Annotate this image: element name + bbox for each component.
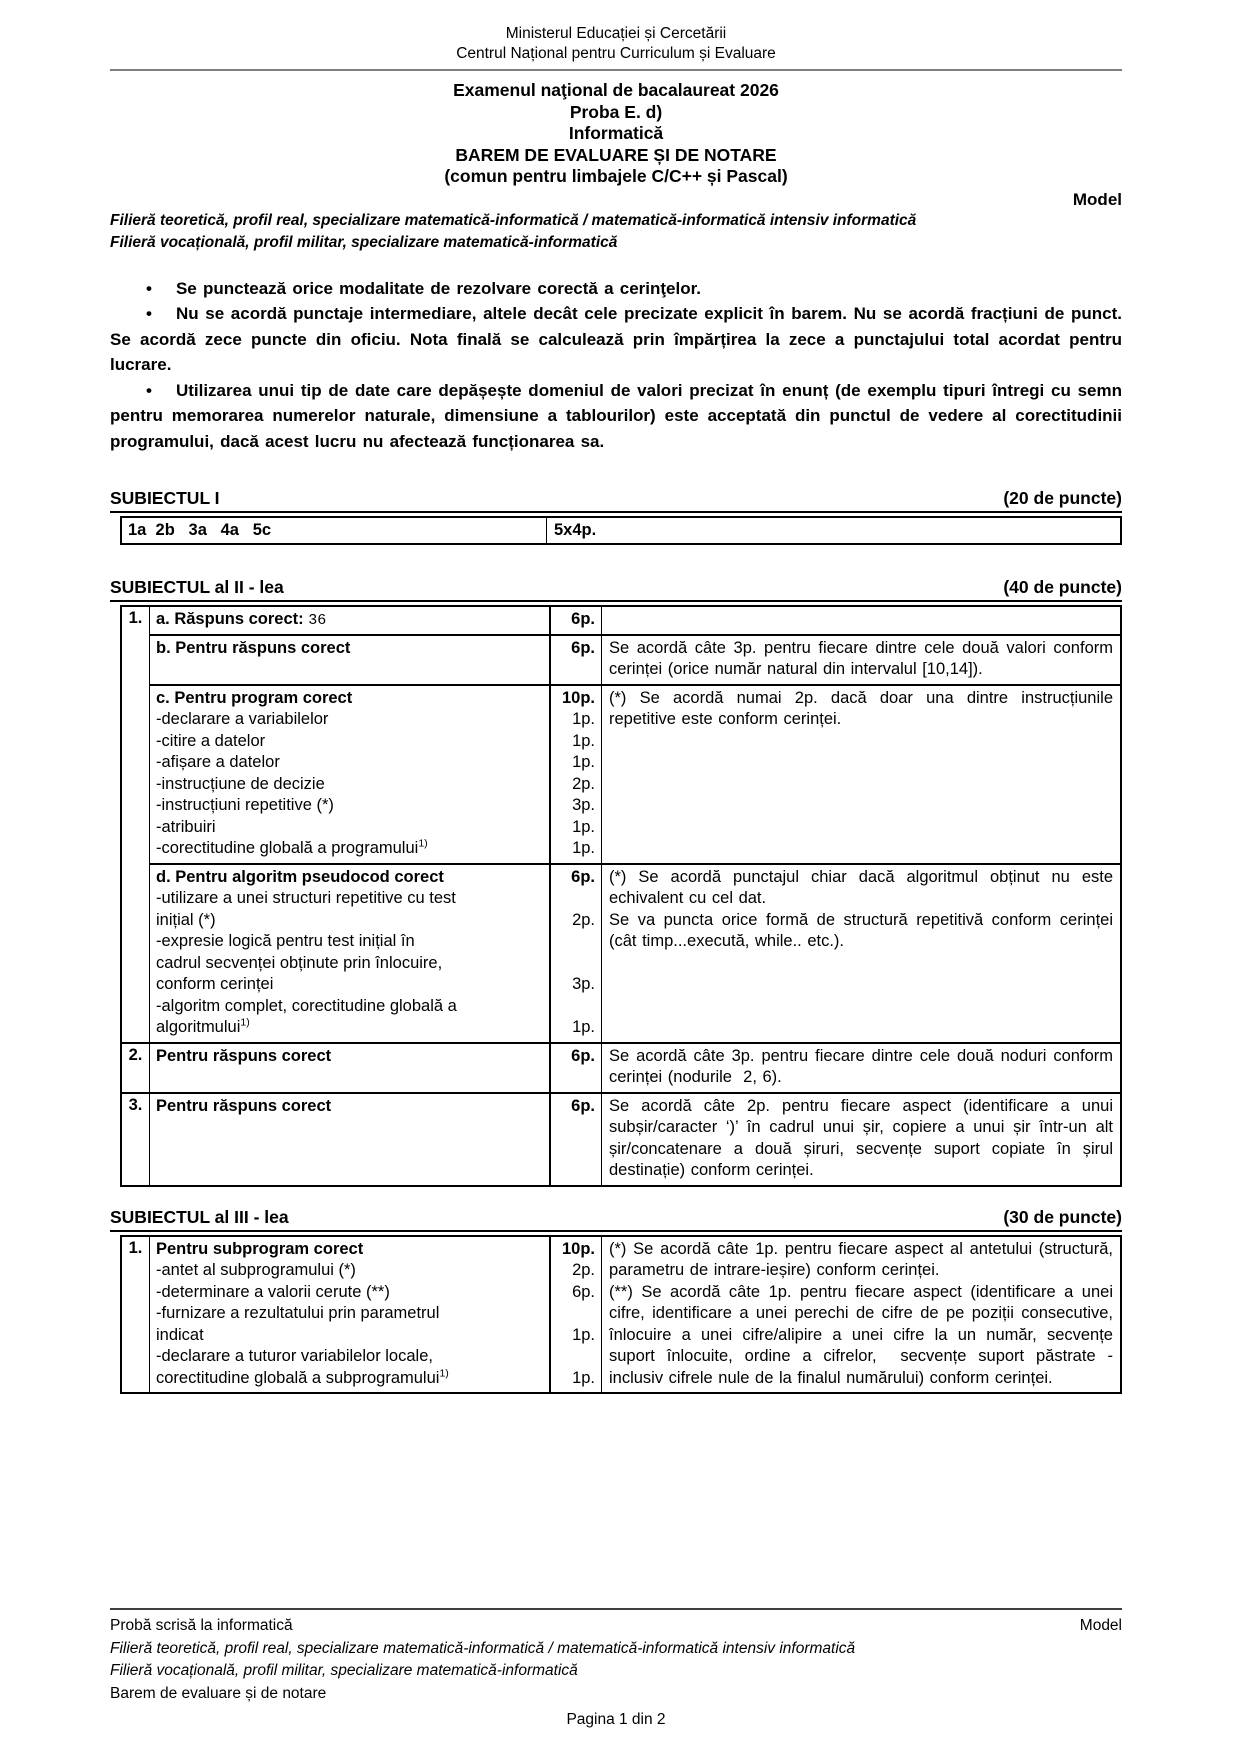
bullet-text: Utilizarea unui tip de date care depășește domeniul de valori precizat în enunț (de exemplu tipuri întregi cu semn pentru memorarea numerelor naturale, dimensiune a tablourilor) este acceptată din punctul de vedere al corectitudinii programului, dacă acest lucru nu afectează funcționarea sa. (110, 380, 1122, 451)
note-paragraph: (*) Se acordă numai 2p. dacă doar una dintre instrucțiunile repetitive este conform cerinței. (609, 688, 1113, 728)
center-name: Centrul Național pentru Curriculum și Evaluare (456, 45, 776, 62)
criterion-and-points (150, 1044, 601, 1092)
notes-cell (601, 636, 1120, 684)
points-value: 1p. (572, 839, 595, 857)
subject-label: Informatică (568, 123, 664, 143)
criterion-line (150, 953, 601, 975)
note-paragraph: Se acordă câte 2p. pentru fiecare aspect (identificare a unui subșir/caracter ‘)’ în cadrul unui șir, copiere a unui șir într-un alt șir/concatenare a două șiruri, secvențe suport copiate în șirul destinație) conform cerinței. (609, 1096, 1113, 1179)
criterion-text: -declarare a tuturor variabilelor locale, (156, 1347, 433, 1365)
criterion-line (150, 1046, 601, 1068)
criterion-row (150, 1044, 1120, 1092)
criterion-text: -algoritm complet, corectitudine globală a (156, 996, 457, 1015)
criterion-and-points (150, 865, 601, 1042)
table-row (122, 1237, 1120, 1393)
note-paragraph: Se va puncta orice formă de structură repetitivă conform cerinței (cât timp...execută, while.. etc.). (609, 910, 1113, 950)
criterion-line (150, 1017, 601, 1039)
criterion-text: indicat (156, 1325, 204, 1344)
criterion-line (150, 609, 601, 631)
points-value: 1p. (572, 753, 595, 771)
criterion-line (150, 867, 601, 889)
points-value (549, 1303, 601, 1325)
section-title: SUBIECTUL al III - lea (110, 1206, 289, 1227)
criterion-line (150, 910, 601, 932)
exam-title: Examenul naţional de bacalaureat 2026 (453, 80, 779, 100)
section-points: (40 de puncte) (1003, 577, 1122, 597)
ministry-name: Ministerul Educației și Cercetării (505, 25, 727, 42)
criterion-text: Pentru răspuns corect (156, 1096, 332, 1115)
criterion-line (150, 638, 601, 660)
bullet-text: Nu se acordă punctaje intermediare, altele decât cele precizate explicit în barem. Nu se acordă fracțiuni de punct. Se acordă zece puncte din oficiu. Nota finală se calculează prin împărțirea la zece a punctajului total acordat pentru lucrare. (110, 304, 1122, 374)
row-criteria (150, 1044, 1120, 1092)
filiera-line-1: Filieră teoretică, profil real, specializare matematică-informatică / matematică-informatică intensiv informatică (110, 211, 917, 229)
footer-left: Probă scrisă la informatică (110, 1617, 293, 1634)
row-criteria (150, 1094, 1120, 1185)
criterion-line (150, 1260, 601, 1282)
section-heading-subject1 (110, 488, 1122, 513)
row-criteria (150, 1237, 1120, 1393)
criterion-line (150, 752, 601, 774)
page-number: Pagina 1 din 2 (566, 1711, 666, 1728)
section-points: (20 de puncte) (1003, 488, 1122, 508)
criterion-text: a. Răspuns corect: 36 (156, 610, 327, 629)
criterion-line (150, 774, 601, 796)
criterion-line (150, 888, 601, 910)
criterion-text: -declarare a variabilelor (156, 710, 329, 728)
note-paragraph: (*) Se acordă punctajul chiar dacă algoritmul obținut nu este echivalent cu cel dat. (609, 867, 1113, 907)
document-title-block (110, 80, 1122, 188)
criterion-and-points (150, 636, 601, 684)
points-value: 6p. (571, 610, 595, 628)
page-footer (110, 1608, 1122, 1732)
criterion-text: -atribuiri (156, 817, 216, 836)
note-paragraph: Se acordă câte 3p. pentru fiecare dintre cele două valori conform cerinței (orice număr natural din intervalul [10,14]). (609, 638, 1113, 678)
criterion-line (150, 1346, 601, 1368)
criterion-text: -instrucțiuni repetitive (*) (156, 796, 334, 814)
instructions-list (110, 276, 1122, 455)
criterion-row (150, 1094, 1120, 1185)
row-number: 1. (122, 607, 150, 1042)
criterion-line (150, 1096, 601, 1118)
language-note: (comun pentru limbajele C/C++ și Pascal) (444, 166, 788, 186)
criterion-text: c. Pentru program corect (156, 688, 353, 707)
criterion-and-points (150, 607, 601, 634)
subject2-rubric-table (120, 605, 1122, 1187)
criterion-text: -utilizare a unei structuri repetitive cu test (156, 889, 456, 907)
code-value: 36 (308, 612, 327, 629)
criterion-row (150, 684, 1120, 863)
criterion-text: d. Pentru algoritm pseudocod corect (156, 867, 444, 886)
criterion-line (150, 1325, 601, 1347)
section-heading-subject3 (110, 1207, 1122, 1232)
table-row (122, 1092, 1120, 1185)
row-criteria (150, 607, 1120, 1042)
note-paragraph: (**) Se acordă câte 1p. pentru fiecare aspect (identificare a unei cifre, identificare a unei perechi de cifre de pe poziții consecutive, înlocuire a unei cifre/alipire a unei cifre la un număr, secvențe suport înlocuite, ordine a cifrelor, secvențe suport păstrate - inclusiv cifrele nule de la finalul numărului) conform cerinței. (609, 1282, 1113, 1387)
points-value: 6p. (571, 1096, 595, 1115)
bullet-item (110, 276, 1122, 302)
notes-cell (601, 686, 1120, 863)
points-value: 1p. (572, 731, 595, 750)
criterion-text: cadrul secvenței obținute prin înlocuire, (156, 953, 443, 972)
criterion-line (150, 1239, 601, 1261)
points-value: 2p. (572, 1261, 595, 1279)
bullet-item (110, 301, 1122, 378)
points-value (549, 1346, 601, 1368)
points-value: 2p. (572, 910, 595, 929)
bullet-icon: • (146, 304, 152, 323)
section-heading-subject2 (110, 577, 1122, 602)
criterion-line (150, 688, 601, 710)
row-number: 3. (122, 1094, 150, 1185)
points-value: 2p. (572, 774, 595, 793)
section-points: (30 de puncte) (1003, 1206, 1122, 1227)
points-value: 1p. (572, 1325, 595, 1344)
criterion-text: -corectitudine globală a programului$^{1)}$ (156, 837, 428, 857)
criterion-line (150, 838, 601, 860)
points-value: 10p. (561, 688, 595, 707)
org-header (110, 24, 1122, 64)
criterion-text: conform cerinței (156, 975, 274, 993)
criterion-text: corectitudine globală a subprogramului$^{1)}$ (156, 1367, 449, 1387)
criterion-text: algoritmului$^{1)}$ (156, 1016, 250, 1036)
points-value: 6p. (572, 1282, 595, 1301)
section-title: SUBIECTUL al II - lea (110, 577, 284, 597)
points-value: 10p. (561, 1239, 595, 1258)
notes-cell (601, 607, 1120, 634)
criterion-and-points (150, 686, 601, 863)
footer-model-label: Model (1079, 1617, 1122, 1634)
criterion-line (150, 996, 601, 1018)
criterion-line (150, 1368, 601, 1390)
row-number: 1. (122, 1237, 150, 1393)
points-value: 6p. (571, 638, 595, 657)
footnote-ref: 1) (439, 1367, 449, 1379)
points-value: 1p. (572, 1018, 595, 1036)
criterion-line (150, 974, 601, 996)
footnote-ref: 1) (240, 1016, 250, 1029)
points-value: 6p. (571, 867, 595, 886)
criterion-and-points (150, 1094, 601, 1185)
footnote-ref: 1) (418, 837, 428, 850)
note-paragraph: Se acordă câte 3p. pentru fiecare dintre cele două noduri conform cerinței (nodurile 2, 6). (609, 1046, 1113, 1086)
criterion-line (150, 817, 601, 839)
bullet-icon: • (146, 380, 152, 400)
criterion-text: -afișare a datelor (156, 753, 280, 771)
criterion-row (150, 1237, 1120, 1393)
criterion-text: -furnizare a rezultatului prin parametrul (156, 1304, 440, 1322)
bullet-item (110, 378, 1122, 455)
points-value: 1p. (572, 817, 595, 836)
criterion-text: -citire a datelor (156, 731, 266, 750)
points-value: 6p. (571, 1046, 595, 1065)
notes-cell (601, 865, 1120, 1042)
criterion-text: Pentru răspuns corect (156, 1046, 332, 1065)
criterion-line (150, 931, 601, 953)
footer-row (110, 1615, 1122, 1638)
criterion-text: Pentru subprogram corect (156, 1239, 364, 1258)
score-cell: 5x4p. (554, 521, 597, 539)
footer-filiera-1: Filieră teoretică, profil real, specializare matematică-informatică / matematică-informatică intensiv informatică (110, 1639, 856, 1657)
points-value (549, 996, 601, 1018)
criterion-row (150, 607, 1120, 634)
criterion-line (150, 731, 601, 753)
filiera-line-2: Filieră vocațională, profil militar, specializare matematică-informatică (110, 233, 618, 251)
footer-filiera-2: Filieră vocațională, profil militar, specializare matematică-informatică (110, 1662, 578, 1679)
header-divider (110, 69, 1122, 71)
row-number: 2. (122, 1044, 150, 1092)
notes-cell (601, 1044, 1120, 1092)
points-value (549, 953, 601, 975)
table-row (122, 1042, 1120, 1092)
criterion-row (150, 863, 1120, 1042)
criterion-text: -determinare a valorii cerute (**) (156, 1282, 390, 1301)
model-label: Model (1072, 189, 1122, 209)
bullet-text: Se punctează orice modalitate de rezolvare corectă a cerinţelor. (175, 278, 701, 298)
criterion-row (150, 634, 1120, 684)
barem-title: BAREM DE EVALUARE ȘI DE NOTARE (455, 144, 777, 165)
notes-cell (601, 1094, 1120, 1185)
criterion-text: -antet al subprogramului (*) (156, 1261, 356, 1279)
criterion-line (150, 1282, 601, 1304)
criterion-text: -instrucțiune de decizie (156, 774, 325, 793)
footer-barem: Barem de evaluare și de notare (110, 1684, 327, 1702)
subject1-table (120, 516, 1122, 545)
note-paragraph: (*) Se acordă câte 1p. pentru fiecare aspect al antetului (structură, parametru de intrare-ieșire) conform cerinței. (609, 1239, 1113, 1279)
points-value (549, 888, 601, 910)
points-value: 3p. (572, 796, 595, 814)
criterion-line (150, 709, 601, 731)
criterion-text: inițial (*) (156, 910, 216, 929)
notes-cell (601, 1237, 1120, 1393)
proba-label: Proba E. d) (569, 101, 663, 122)
section-title: SUBIECTUL I (110, 488, 220, 508)
criterion-line (150, 795, 601, 817)
subject3-rubric-table (120, 1235, 1122, 1395)
points-value: 1p. (572, 710, 595, 728)
criterion-text: -expresie logică pentru test inițial în (156, 932, 415, 950)
criterion-line (150, 1303, 601, 1325)
points-value (549, 931, 601, 953)
points-value: 3p. (572, 975, 595, 993)
answers-cell: 1a 2b 3a 4a 5c (122, 518, 547, 543)
bullet-icon: • (146, 278, 152, 298)
points-value: 1p. (572, 1368, 595, 1387)
criterion-text: b. Pentru răspuns corect (156, 638, 351, 657)
criterion-and-points (150, 1237, 601, 1393)
table-row (122, 607, 1120, 1042)
